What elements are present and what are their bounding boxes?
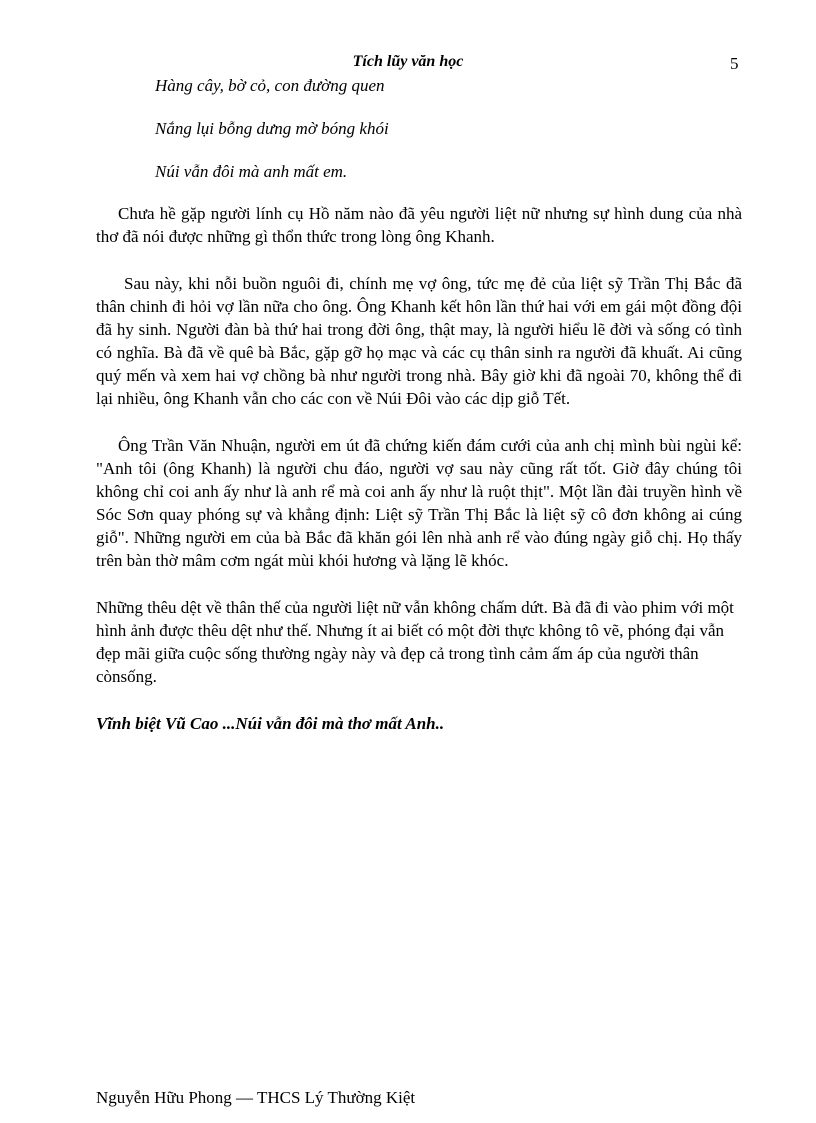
poem-line: Núi vẫn đôi mà anh mất em. [155, 162, 348, 181]
paragraph: Sau này, khi nỗi buồn nguôi đi, chính mẹ vợ ông, tức mẹ đẻ của liệt sỹ Trần Thị Bắc đã thân chinh đi hỏi vợ lần nữa cho ông. Ông Khanh kết hôn lần thứ hai với em gái một đồng đội đã hy sinh. Người đàn bà thứ hai trong đời ông, thật may, là người hiểu lẽ đời và sống có tình có nghĩa. Bà đã về quê bà Bắc, gặp gỡ họ mạc và các cụ thân sinh ra người đã khuất. Ai cũng quý mến và xem hai vợ chồng bà như người trong nhà. Bây giờ khi đã ngoài 70, không thể đi lại nhiều, ông Khanh vẫn cho các con về Núi Đôi vào các dịp giỗ Tết. [96, 274, 742, 408]
closing-line: Vĩnh biệt Vũ Cao ...Núi vẫn đôi mà thơ mất Anh.. [96, 714, 445, 733]
footer: Nguyễn Hữu Phong — THCS Lý Thường Kiệt [96, 1088, 416, 1107]
header-title: Tích lũy văn học [352, 53, 464, 70]
poem [155, 74, 389, 203]
poem-line: Nắng lụi bỗng dưng mờ bóng khói [155, 119, 389, 138]
paragraph: Ông Trần Văn Nhuận, người em út đã chứng kiến đám cưới của anh chị mình bùi ngùi kể: "Anh tôi (ông Khanh) là người chu đáo, người vợ sau này cũng rất tốt. Giờ đây chúng tôi không chỉ coi anh ấy như là anh rể mà coi anh ấy như là ruột thịt". Một lần đài truyền hình về Sóc Sơn quay phóng sự và khẳng định: Liệt sỹ Trần Thị Bắc là liệt sỹ cô đơn không ai cúng giỗ". Những người em của bà Bắc đã khăn gói lên nhà anh rể vào đúng ngày giỗ chị. Họ thấy trên bàn thờ mâm cơm ngát mùi khói hương và lặng lẽ khóc. [96, 436, 742, 570]
paragraph: Chưa hề gặp người lính cụ Hồ năm nào đã yêu người liệt nữ nhưng sự hình dung của nhà thơ đã nói được những gì thổn thức trong lòng ông Khanh. [96, 204, 742, 246]
page-number: 5 [730, 54, 739, 73]
poem-line: Hàng cây, bờ cỏ, con đường quen [155, 76, 385, 95]
body-text [96, 202, 742, 735]
paragraph: Những thêu dệt về thân thế của người liệt nữ vẫn không chấm dứt. Bà đã đi vào phim với một hình ảnh được thêu dệt như thế. Nhưng ít ai biết có một đời thực không tô vẽ, phóng đại vẫn đẹp mãi giữa cuộc sống thường ngày này và đẹp cả trong tình cảm ấm áp của người thân cònsống. [96, 598, 734, 686]
